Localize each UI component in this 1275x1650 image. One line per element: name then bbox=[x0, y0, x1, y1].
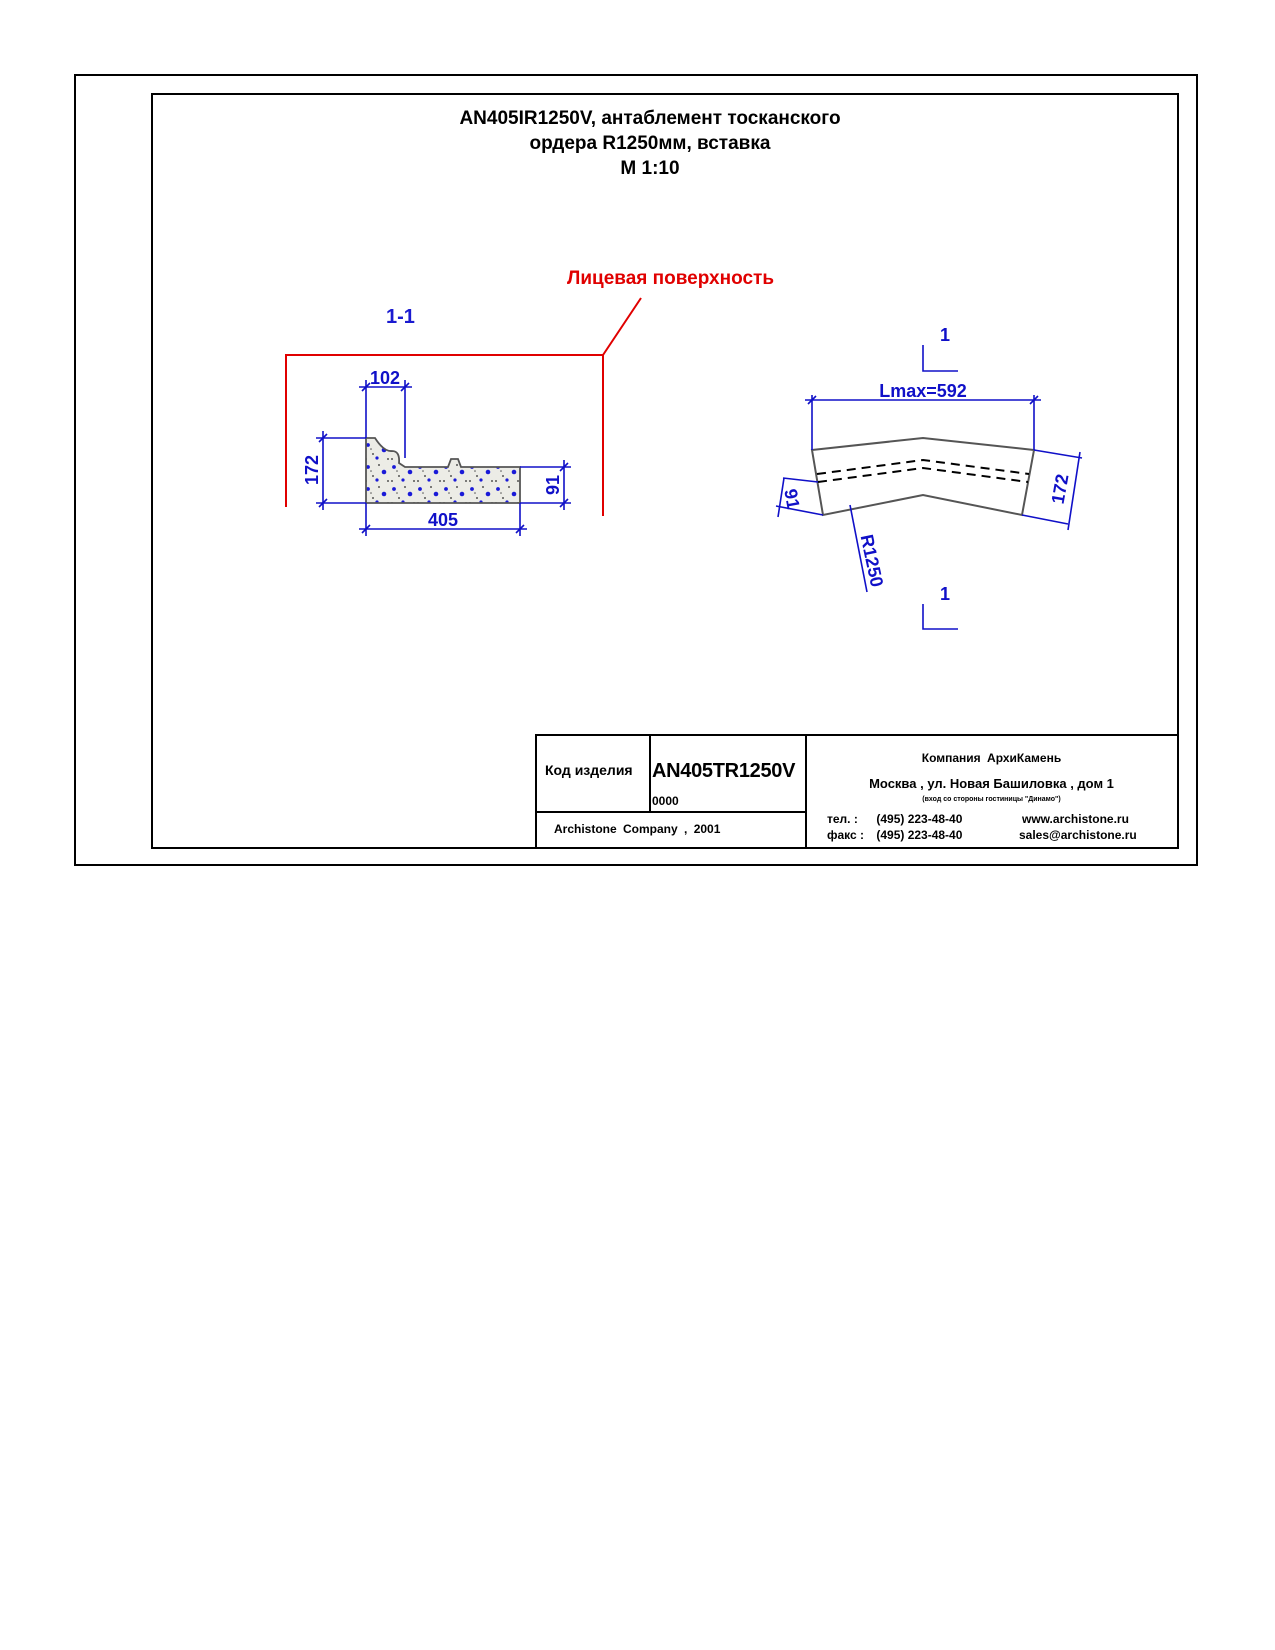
cut-mark-bottom: 1 bbox=[939, 584, 951, 604]
dim-172-section: 172 bbox=[302, 454, 322, 486]
section-label: 1-1 bbox=[386, 306, 415, 328]
title-line-3: М 1:10 bbox=[620, 158, 680, 179]
company-address: Москва , ул. Новая Башиловка , дом 1 bbox=[869, 776, 1114, 791]
dim-102: 102 bbox=[369, 368, 401, 388]
copyright: Archistone Company , 2001 bbox=[554, 822, 721, 836]
face-surface-label: Лицевая поверхность bbox=[567, 268, 775, 289]
plan-hidden-lines bbox=[817, 460, 1029, 482]
dim-r1250: R1250 bbox=[856, 532, 888, 589]
product-code: AN405TR1250V bbox=[652, 760, 796, 782]
tb-divider bbox=[649, 736, 651, 811]
dim-405: 405 bbox=[427, 510, 459, 530]
company-name: Компания АрхиКамень bbox=[921, 751, 1062, 765]
website-link[interactable]: www.archistone.ru bbox=[1022, 812, 1129, 826]
fax-label: факс : bbox=[827, 828, 865, 842]
cut-mark-top: 1 bbox=[939, 325, 951, 345]
email-link[interactable]: sales@archistone.ru bbox=[1019, 828, 1137, 842]
address-note: (вход со стороны гостиницы "Динамо") bbox=[922, 796, 1061, 803]
tb-divider bbox=[537, 811, 805, 813]
phone-row bbox=[827, 812, 962, 826]
dim-91-section: 91 bbox=[543, 474, 563, 496]
tel-number: (495) 223-48-40 bbox=[876, 812, 963, 826]
title-block bbox=[535, 734, 1178, 847]
dim-lmax: Lmax=592 bbox=[879, 381, 967, 401]
sheet-number: 0000 bbox=[652, 794, 679, 808]
fax-row bbox=[827, 828, 962, 842]
dim-172-plan: 172 bbox=[1047, 472, 1073, 506]
title-line-2: ордера R1250мм, вставка bbox=[529, 133, 771, 154]
section-profile bbox=[366, 438, 520, 503]
dim-91-plan: 91 bbox=[780, 487, 804, 511]
title-line-1: AN405IR1250V, антаблемент тосканского bbox=[459, 108, 841, 129]
fax-number: (495) 223-48-40 bbox=[876, 828, 963, 842]
plan-outline bbox=[812, 438, 1034, 515]
tel-label: тел. : bbox=[827, 812, 858, 826]
code-label: Код изделия bbox=[545, 762, 633, 778]
